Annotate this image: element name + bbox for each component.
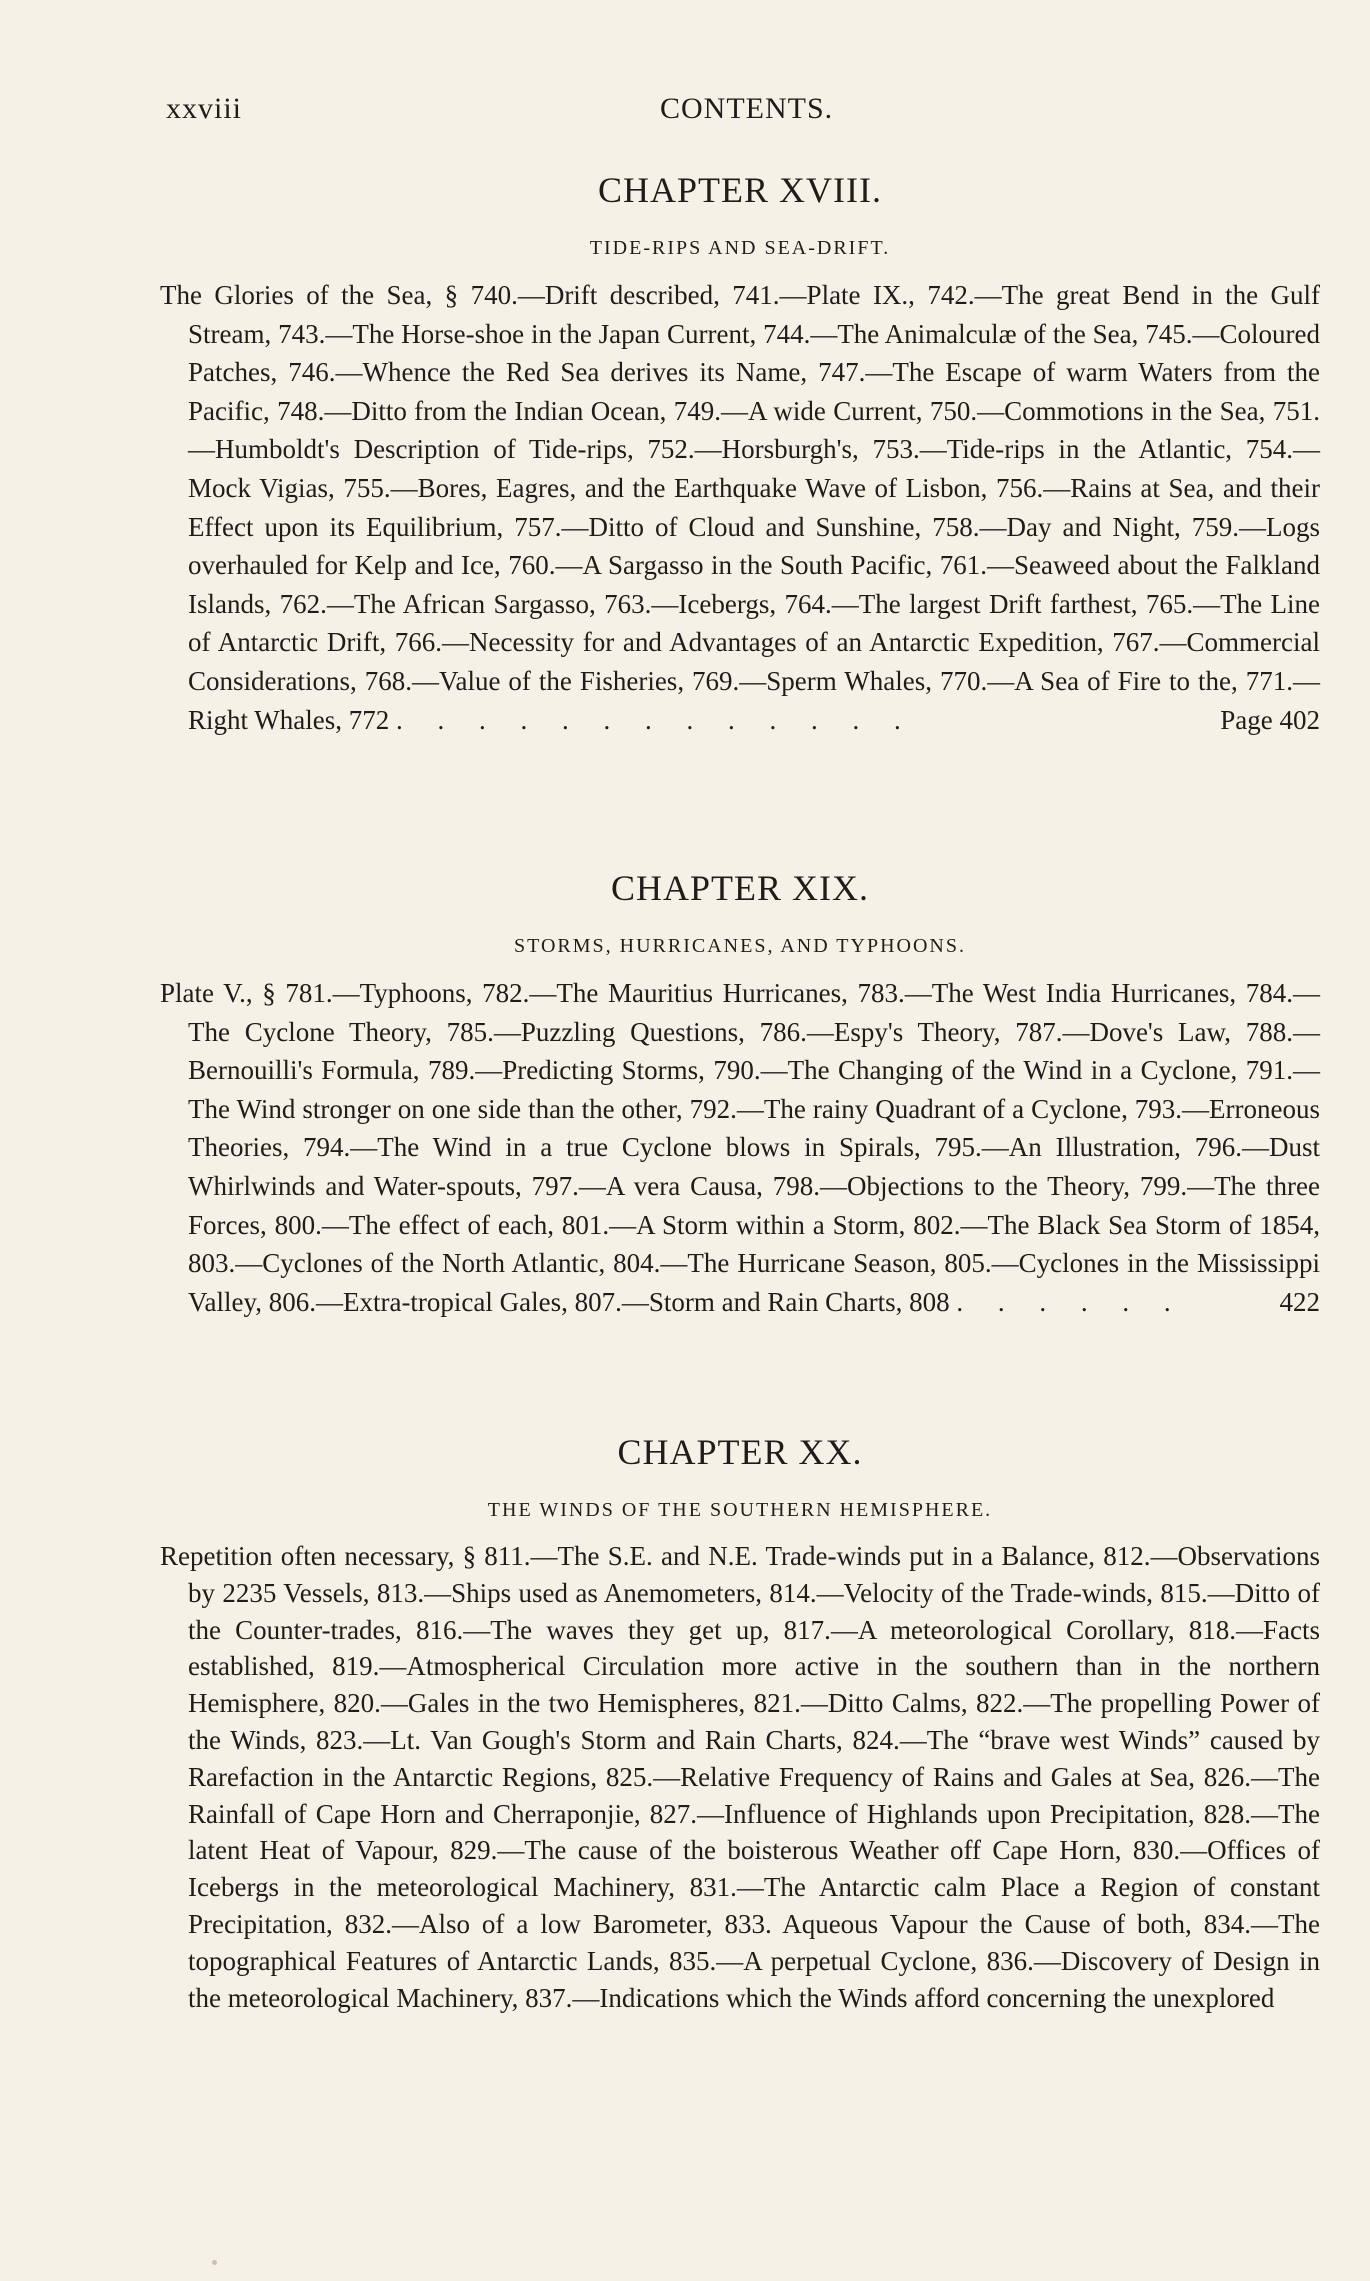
chapter-subtitle: STORMS, HURRICANES, AND TYPHOONS.	[513, 935, 966, 957]
dot-leaders: . . . . . . . . . . . . .	[395, 704, 915, 735]
chapter-xix	[160, 866, 1320, 1321]
running-head	[160, 92, 1220, 132]
page-folio: xxviii	[166, 92, 243, 125]
chapter-contents	[160, 974, 1320, 1321]
chapter-contents	[160, 1538, 1320, 2016]
chapter-xx	[160, 1430, 1320, 2016]
paper-speck	[212, 2260, 217, 2265]
chapter-contents	[160, 276, 1320, 739]
chapter-heading: CHAPTER XIX.	[610, 868, 869, 908]
chapter-xviii	[160, 168, 1320, 739]
dot-leaders: . . . . . .	[956, 1286, 1185, 1317]
chapter-summary: Repetition often necessary, § 811.—The S.E. and N.E. Trade-winds put in a Balance, 812.—Observations by 2235 Vessels, 813.—Ships used as Anemometers, 814.—Velocity of the Trade-winds, 815.—Ditto of the Counter-trades, 816.—The waves they get up, 817.—A meteorological Corollary, 818.—Facts established, 819.—Atmospherical Circulation more active in the southern than in the northern Hemisphere, 820.—Gales in the two Hemispheres, 821.—Ditto Calms, 822.—The propelling Power of the Winds, 823.—Lt. Van Gough's Storm and Rain Charts, 824.—The “brave west Winds” caused by Rarefaction in the Antarctic Regions, 825.—Relative Frequency of Rains and Gales at Sea, 826.—The Rainfall of Cape Horn and Cherraponjie, 827.—Influence of Highlands upon Precipitation, 828.—The latent Heat of Vapour, 829.—The cause of the boisterous Weather off Cape Horn, 830.—Offices of Icebergs in the meteorological Machinery, 831.—The Antarctic calm Place a Region of constant Precipitation, 832.—Also of a low Barometer, 833. Aqueous Vapour the Cause of both, 834.—The topographical Features of Antarctic Lands, 835.—A perpetual Cyclone, 836.—Discovery of Design in the meteorological Machinery, 837.—Indications which the Winds afford concerning the unexplored	[160, 1541, 1320, 2013]
chapter-subtitle: THE WINDS OF THE SOUTHERN HEMISPHERE.	[487, 1499, 993, 1521]
chapter-subtitle: TIDE-RIPS AND SEA-DRIFT.	[589, 237, 891, 259]
page-reference: Page 402	[1220, 704, 1320, 735]
page-reference: 422	[1279, 1286, 1320, 1317]
chapter-summary: The Glories of the Sea, § 740.—Drift described, 741.—Plate IX., 742.—The great Bend in the Gulf Stream, 743.—The Horse-shoe in the Japan Current, 744.—The Animalculæ of the Sea, 745.—Coloured Patches, 746.—Whence the Red Sea derives its Name, 747.—The Escape of warm Waters from the Pacific, 748.—Ditto from the Indian Ocean, 749.—A wide Current, 750.—Commotions in the Sea, 751.—Humboldt's Description of Tide-rips, 752.—Horsburgh's, 753.—Tide-rips in the Atlantic, 754.—Mock Vigias, 755.—Bores, Eagres, and the Earthquake Wave of Lisbon, 756.—Rains at Sea, and their Effect upon its Equilibrium, 757.—Ditto of Cloud and Sunshine, 758.—Day and Night, 759.—Logs overhauled for Kelp and Ice, 760.—A Sargasso in the South Pacific, 761.—Seaweed about the Falkland Islands, 762.—The African Sargasso, 763.—Icebergs, 764.—The largest Drift farthest, 765.—The Line of Antarctic Drift, 766.—Necessity for and Advantages of an Antarctic Expedition, 767.—Commercial Considerations, 768.—Value of the Fisheries, 769.—Sperm Whales, 770.—A Sea of Fire to the, 771.—Right Whales, 772	[160, 280, 1320, 735]
chapter-heading: CHAPTER XX.	[617, 1432, 863, 1472]
chapter-heading: CHAPTER XVIII.	[598, 170, 882, 210]
chapter-summary: Plate V., § 781.—Typhoons, 782.—The Mauritius Hurricanes, 783.—The West India Hurricanes, 784.—The Cyclone Theory, 785.—Puzzling Questions, 786.—Espy's Theory, 787.—Dove's Law, 788.—Bernouilli's Formula, 789.—Predicting Storms, 790.—The Changing of the Wind in a Cyclone, 791.—The Wind stronger on one side than the other, 792.—The rainy Quadrant of a Cyclone, 793.—Erroneous Theories, 794.—The Wind in a true Cyclone blows in Spirals, 795.—An Illustration, 796.—Dust Whirlwinds and Water-spouts, 797.—A vera Causa, 798.—Objections to the Theory, 799.—The three Forces, 800.—The effect of each, 801.—A Storm within a Storm, 802.—The Black Sea Storm of 1854, 803.—Cyclones of the North Atlantic, 804.—The Hurricane Season, 805.—Cyclones in the Mississippi Valley, 806.—Extra-tropical Gales, 807.—Storm and Rain Charts, 808	[160, 978, 1320, 1317]
running-title: CONTENTS.	[660, 92, 834, 125]
